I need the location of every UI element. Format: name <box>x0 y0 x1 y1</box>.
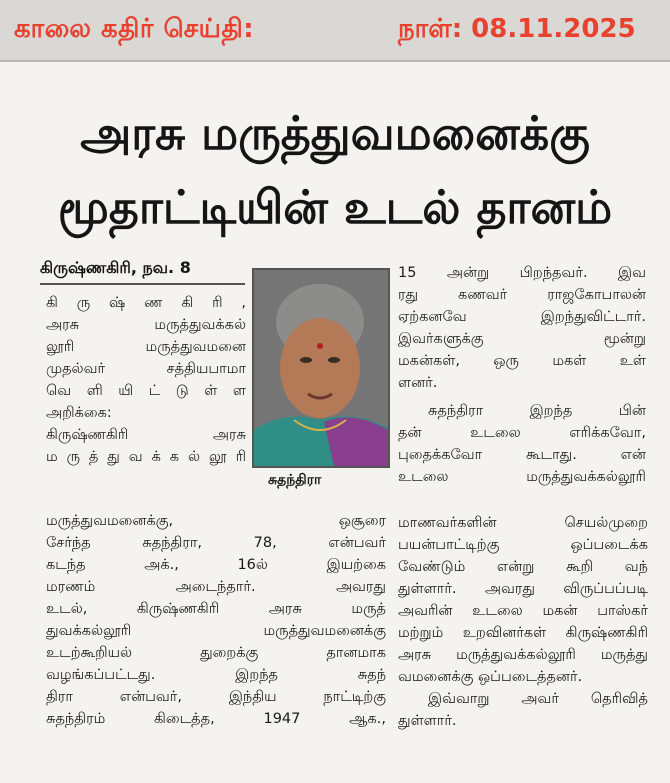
dateline: கிருஷ்ணகிரி, நவ. 8 <box>40 258 191 277</box>
portrait-illustration <box>254 270 388 466</box>
headline-line-1: அரசு மருத்துவமனைக்கு <box>80 106 590 160</box>
text-line: உடற்கூறியல் துறைக்கு தானமாக <box>46 645 386 661</box>
text-line: ம ரு த் து வ க் க ல் லூ ரி <box>46 449 246 465</box>
text-line: அரசு மருத்துவக்கல்லூரி மருத்து <box>398 647 648 663</box>
text-line: பயன்பாட்டிற்கு ஒப்படைக்க <box>398 537 648 553</box>
headline-line-2: மூதாட்டியின் உடல் தானம் <box>57 180 613 234</box>
text-line: அரசு மருத்துவக்கல் <box>46 317 246 333</box>
text-line: சுதந்திரா இறந்த பின் <box>428 403 646 419</box>
newspaper-name: காலை கதிர் செய்தி: <box>14 14 255 44</box>
text-line: வழங்கப்பட்டது. இறந்த சுதந் <box>46 667 386 683</box>
article-left-wide-column <box>46 510 386 730</box>
text-line: திரா என்பவர், இந்திய நாட்டிற்கு <box>46 689 386 705</box>
text-line: துவக்கல்லூரி மருத்துவமனைக்கு <box>46 623 386 639</box>
issue-date: நாள்: 08.11.2025 <box>398 14 636 44</box>
photo-caption: சுதந்திரா <box>268 472 322 488</box>
text-line: லூரி மருத்துவமனை <box>46 339 246 355</box>
text-line: துள்ளார். <box>398 713 457 729</box>
text-line: உடலை மருத்துவக்கல்லூரி <box>398 469 646 485</box>
portrait-photo <box>252 268 390 468</box>
article-right-column <box>398 262 646 488</box>
text-line: தன் உடலை எரிக்கவோ, <box>398 425 646 441</box>
text-line: உடல், கிருஷ்ணகிரி அரசு மருத் <box>46 601 386 617</box>
article-left-column <box>46 292 246 468</box>
text-line: இவர்களுக்கு மூன்று <box>398 331 646 347</box>
text-line: கிருஷ்ணகிரி அரசு <box>46 427 246 443</box>
text-line: சுதந்திரம் கிடைத்த, 1947 ஆக., <box>46 711 386 727</box>
dateline-rule <box>40 283 245 285</box>
text-line: அறிக்கை: <box>46 405 112 421</box>
text-line: துள்ளார். அவரது விருப்பப்படி <box>398 581 648 597</box>
text-line: வமனைக்கு ஒப்படைத்தனர். <box>398 669 583 685</box>
text-line: மருத்துவமனைக்கு, ஒசூரை <box>46 513 386 529</box>
text-line: மரணம் அடைந்தார். அவரது <box>46 579 386 595</box>
text-line: வெ ளி யி ட் டு ள் ள <box>46 383 246 399</box>
text-line: கி ரு ஷ் ண கி ரி , <box>46 295 246 311</box>
text-line: வேண்டும் என்று கூறி வந் <box>398 559 648 575</box>
text-line: மற்றும் உறவினர்கள் கிருஷ்ணகிரி <box>398 625 648 641</box>
text-line: ரது கணவர் ராஜகோபாலன் <box>398 287 646 303</box>
text-line: 15 அன்று பிறந்தவர். இவ <box>398 265 646 281</box>
newspaper-header-band <box>0 0 670 62</box>
article-right-lower-column <box>398 512 648 732</box>
text-line: சேர்ந்த சுதந்திரா, 78, என்பவர் <box>46 535 386 551</box>
text-line: மாணவர்களின் செயல்முறை <box>398 515 648 531</box>
text-line: கடந்த அக்., 16ல் இயற்கை <box>46 557 386 573</box>
text-line: முதல்வர் சத்தியபாமா <box>46 361 246 377</box>
text-line: புதைக்கவோ கூடாது. என் <box>398 447 646 463</box>
text-line: ஏற்கனவே இறந்துவிட்டார். <box>398 309 646 325</box>
text-line: மகன்கள், ஒரு மகள் உள் <box>398 353 646 369</box>
text-line: அவரின் உடலை மகன் பாஸ்கர் <box>398 603 648 619</box>
text-line: ளனர். <box>398 375 438 391</box>
text-line: இவ்வாறு அவர் தெரிவித் <box>428 691 648 707</box>
